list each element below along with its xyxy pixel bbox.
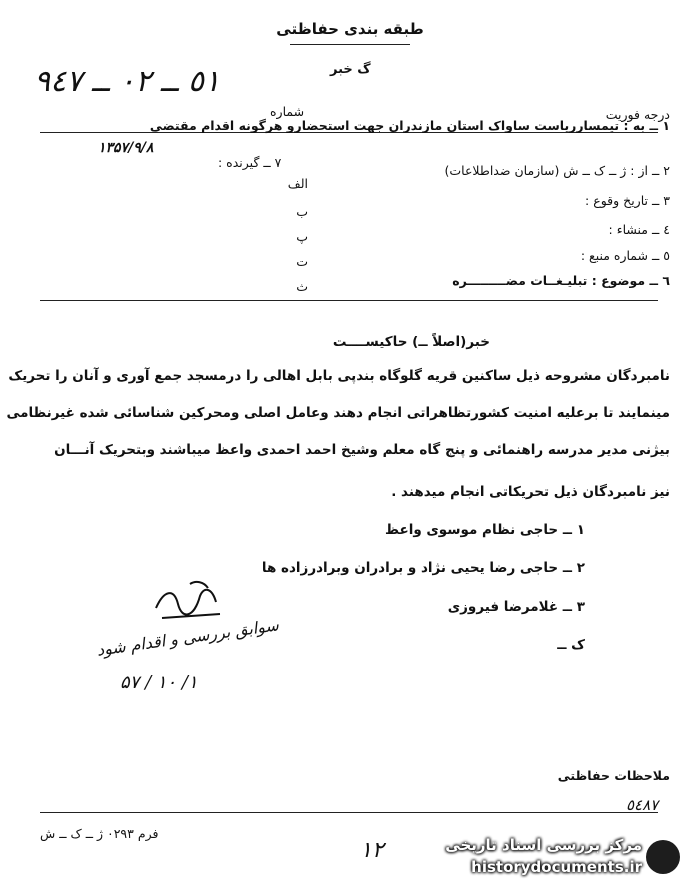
handwritten-note: سوابق بررسی و اقدام شود (95, 615, 280, 660)
list-item: ۱ ــ حاجی نظام موسوی واعظ (385, 522, 585, 538)
field-source-number: ٥ ــ شماره منبع : (580, 248, 670, 263)
field-to: ۱ ــ به : تیمسارریاست ساواک استان مازندران جهت استحضارو هرگونه اقدام مقتضی (149, 118, 670, 133)
form-number: فرم ۰۲۹۳ ژ ــ ک ــ ش (40, 826, 159, 841)
handwritten-signature (150, 578, 230, 624)
date-handwritten: ۱۳۵۷/۹/۸ (98, 140, 154, 156)
list-item: ۳ ــ غلامرضا فیروزی (447, 599, 585, 615)
security-notes-label: ملاحظات حفاظتی (557, 768, 670, 783)
watermark-url: historydocuments.ir (471, 858, 642, 876)
watermark-persian: مرکز بررسی اسناد تاریخی (445, 836, 642, 854)
list-item-end: ک ــ (557, 637, 585, 653)
recipient-letter: ث (296, 279, 308, 294)
footer-rule (40, 812, 658, 813)
recipient-letter: ب (296, 204, 308, 219)
watermark-logo-icon (646, 840, 680, 874)
field-source: ٤ ــ منشاء : (608, 222, 670, 237)
classification-title: طبقه بندی حفاظتی (276, 20, 424, 38)
recipient-letter: پ (296, 229, 308, 244)
fields-rule (40, 300, 658, 301)
number-label: شماره (270, 104, 305, 119)
handwritten-date-note: ۱/ ۱۰ / ۵۷ (120, 672, 198, 693)
recipient-letter: ت (296, 254, 308, 269)
field-recipient: ۷ ــ گیرنده : (218, 155, 282, 170)
bottom-handwritten: ۱۲ (360, 838, 384, 863)
body-line-3: بیژنی مدیر مدرسه راهنمائی و پنج گاه معلم وشیخ احمد احمدی واعظ میباشند وبتحریک آنـــان (54, 442, 670, 458)
field-subject: ٦ ــ موضوع : تبلیـغــات مضـــــــــره (452, 273, 670, 288)
priority-label: درجه فوریت (605, 107, 670, 122)
news-label: گ خبر (330, 62, 371, 77)
field-from: ۲ ــ از : ژ ــ ک ــ ش (سازمان ضداطلاعات) (444, 163, 670, 178)
body-line-4: نیز نامبردگان ذیل تحریکاتی انجام میدهند . (391, 484, 670, 500)
handwritten-code: ٥٤٨٧ (626, 796, 659, 814)
body-line-2: مینمایند تا برعلیه امنیت کشورتظاهراتی انجام دهند وعامل اصلی ومحرکین شناسائی شده غیرنظامی (6, 405, 670, 421)
body-line-1: نامبردگان مشروحه ذیل ساکنین قریه گلوگاه بندپی بابل اهالی را درمسجد جمع آوری و آنان را تحریک (8, 368, 670, 384)
classification-underline (290, 44, 410, 45)
recipient-letter: الف (287, 176, 308, 191)
handwritten-reference-number: ٥١ ــ ٠٢ ــ ٩٤٧ (34, 64, 221, 99)
body-heading: خبر(اصلاً ــ) حاکیســــت (332, 334, 490, 350)
field-date-of-event: ۳ ــ تاریخ وقوع : (585, 193, 670, 208)
list-item: ۲ ــ حاجی رضا یحیی نژاد و برادران وبرادرزاده ها (261, 560, 585, 576)
recipient-letters (268, 176, 308, 304)
